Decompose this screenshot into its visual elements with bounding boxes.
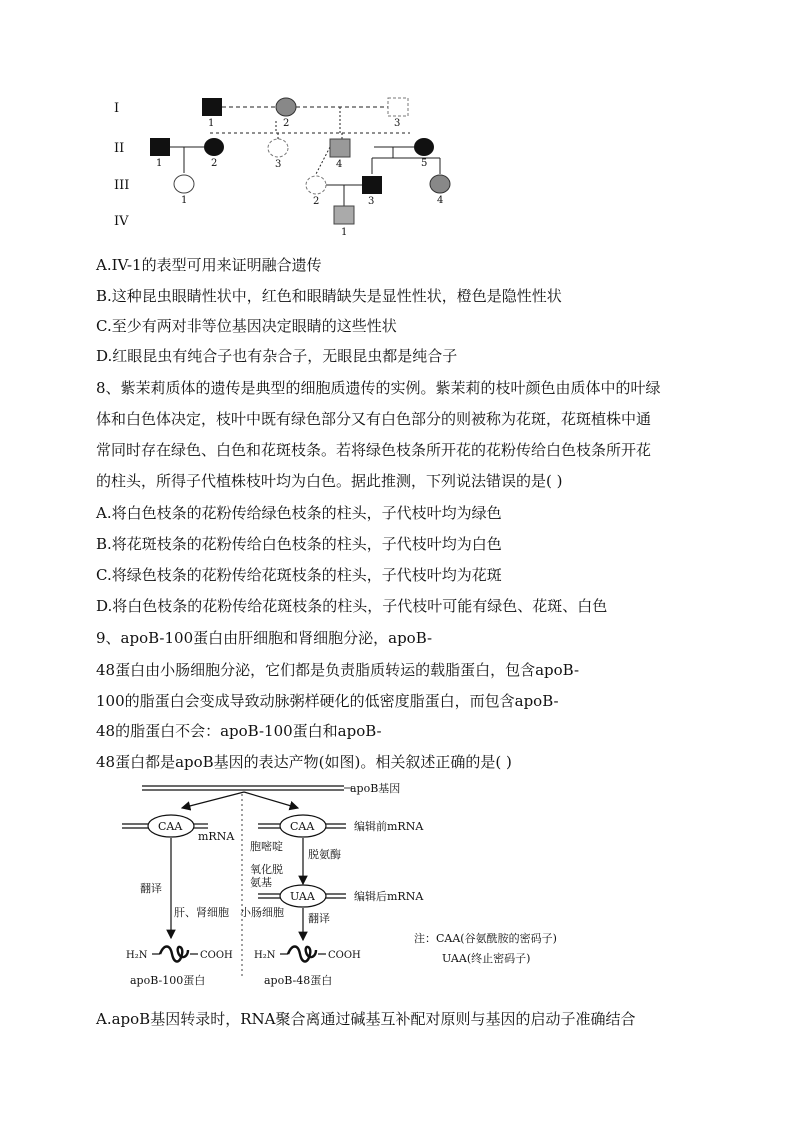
translate-label-left: 翻译 [140, 882, 162, 895]
cooh-left: COOH [200, 950, 233, 961]
q8-option-b: B.将花斑枝条的花粉传给白色枝条的柱头，子代枝叶均为白色 [96, 535, 502, 553]
h2n-left: H₂N [126, 950, 148, 961]
enzyme-label-2: 脱氨酶 [308, 848, 341, 861]
pedigree-iv1-shaded-male [334, 206, 354, 224]
generation-label-iii: III [114, 178, 130, 193]
individual-number: 1 [181, 195, 188, 206]
reaction-label-2: 氨基 [250, 876, 272, 889]
enzyme-label-1: 胞嘧啶 [250, 840, 283, 853]
pedigree-ii5-affected-female [414, 138, 434, 156]
generation-label-iv: IV [114, 214, 129, 229]
post-mrna-label: 编辑后mRNA [354, 890, 424, 903]
individual-number: 3 [368, 196, 375, 207]
q8-stem-line-3: 常同时存在绿色、白色和花斑枝条。若将绿色枝条所开花的花粉传给白色枝条所开花 [96, 441, 652, 459]
pedigree-ii3-unaffected-female [268, 139, 288, 157]
intestine-label: 小肠细胞 [240, 906, 284, 919]
pedigree-i3-unaffected-male [388, 98, 408, 116]
gene-label: apoB基因 [350, 782, 401, 795]
note-line-2: UAA(终止密码子) [442, 952, 531, 965]
pedigree-chart [110, 88, 510, 248]
q9-stem-line-5: 48蛋白都是apoB基因的表达产物(如图)。相关叙述正确的是( ) [96, 753, 512, 771]
individual-number: 2 [283, 118, 290, 129]
q7-option-a: A.IV-1的表型可用来证明融合遗传 [96, 256, 322, 274]
generation-label-ii: II [114, 141, 125, 156]
individual-number: 4 [437, 195, 444, 206]
q9-stem-line-1: 9、apoB-100蛋白由肝细胞和肾细胞分泌，apoB- [96, 629, 433, 647]
pre-mrna-label: 编辑前mRNA [354, 820, 424, 833]
left-codon: CAA [158, 820, 183, 833]
h2n-right: H₂N [254, 950, 276, 961]
pedigree-iii3-affected-male [362, 176, 382, 194]
individual-number: 3 [275, 159, 282, 170]
individual-number: 5 [421, 158, 428, 169]
arrow-left [182, 792, 244, 808]
individual-number: 2 [211, 158, 218, 169]
right-codon: CAA [290, 820, 315, 833]
liver-kidney-label: 肝、肾细胞 [174, 906, 229, 919]
pedigree-iii2-unaffected-female [306, 176, 326, 194]
pedigree-iii1-unaffected-female [174, 175, 194, 193]
pedigree-iii4-shaded-female [430, 175, 450, 193]
q8-option-c: C.将绿色枝条的花粉传给花斑枝条的柱头，子代枝叶均为花斑 [96, 566, 502, 584]
note-line-1: 注：CAA(谷氨酰胺的密码子) [414, 932, 557, 945]
reaction-label-1: 氧化脱 [250, 863, 283, 876]
q8-stem-line-1: 8、紫茉莉质体的遗传是典型的细胞质遗传的实例。紫茉莉的枝叶颜色由质体中的叶绿 [96, 379, 661, 397]
q9-stem-line-3: 100的脂蛋白会变成导致动脉粥样硬化的低密度脂蛋白，而包含apoB- [96, 692, 559, 710]
q8-option-d: D.将白色枝条的花粉传给花斑枝条的柱头，子代枝叶可能有绿色、花斑、白色 [96, 597, 608, 615]
individual-number: 4 [336, 159, 343, 170]
pedigree-i2-shaded-female [276, 98, 296, 116]
protein-left-label: apoB-100蛋白 [130, 974, 206, 987]
protein-right-squiggle [288, 947, 316, 962]
generation-label-i: I [114, 101, 120, 116]
pedigree-ii1-affected-male [150, 138, 170, 156]
individual-number: 3 [394, 118, 401, 129]
individual-number: 1 [341, 227, 348, 238]
protein-left-squiggle [160, 947, 188, 962]
q9-option-a: A.apoB基因转录时，RNA聚合离通过碱基互补配对原则与基因的启动子准确结合 [96, 1010, 636, 1028]
pedigree-ii4-shaded-male [330, 139, 350, 157]
pedigree-ii2-affected-female [204, 138, 224, 156]
individual-number: 2 [313, 196, 320, 207]
translate-label-right: 翻译 [308, 912, 330, 925]
q9-stem-line-4: 48的脂蛋白不会：apoB-100蛋白和apoB- [96, 722, 382, 740]
q7-option-b: B.这种昆虫眼睛性状中，红色和眼睛缺失是显性性状，橙色是隐性性状 [96, 287, 562, 305]
q7-option-d: D.红眼昆虫有纯合子也有杂合子，无眼昆虫都是纯合子 [96, 347, 458, 365]
edited-codon: UAA [290, 890, 315, 903]
q9-stem-line-2: 48蛋白由小肠细胞分泌，它们都是负责脂质转运的载脂蛋白，包含apoB- [96, 661, 580, 679]
q8-option-a: A.将白色枝条的花粉传给绿色枝条的柱头，子代枝叶均为绿色 [96, 504, 502, 522]
mrna-label: mRNA [198, 830, 235, 843]
q8-stem-line-4: 的柱头，所得子代植株枝叶均为白色。据此推测，下列说法错误的是( ) [96, 472, 563, 490]
cooh-right: COOH [328, 950, 361, 961]
pedigree-i1-affected-male [202, 98, 222, 116]
protein-right-label: apoB-48蛋白 [264, 974, 333, 987]
q8-stem-line-2: 体和白色体决定，枝叶中既有绿色部分又有白色部分的则被称为花斑，花斑植株中通 [96, 410, 652, 428]
apob-editing-diagram [112, 778, 632, 993]
individual-number: 1 [156, 158, 163, 169]
individual-number: 1 [208, 118, 215, 129]
arrow-right [244, 792, 298, 808]
q7-option-c: C.至少有两对非等位基因决定眼睛的这些性状 [96, 317, 397, 335]
